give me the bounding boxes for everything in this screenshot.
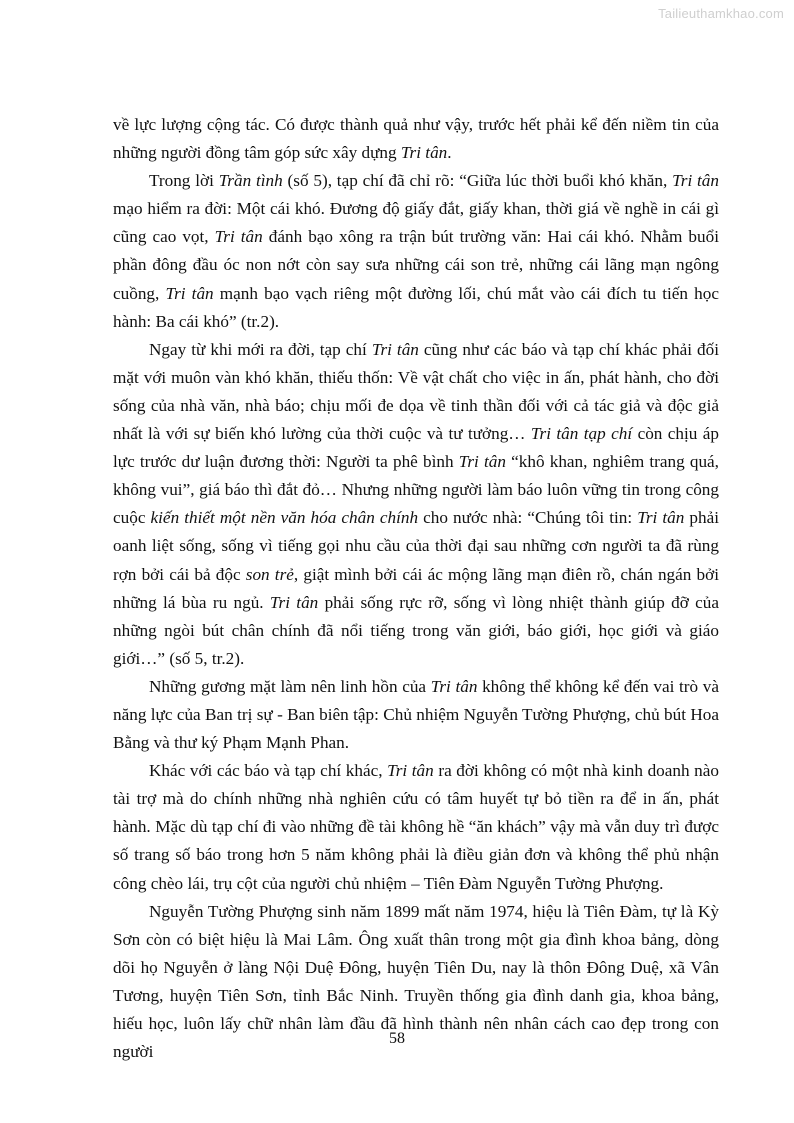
italic-run: Tri tân — [400, 143, 448, 163]
paragraph: Những gương mặt làm nên linh hồn của Tri tân không thể không kể đến vai trò và năng lực của Ban trị sự - Ban biên tập: Chủ nhiệm Nguyễn Tường Phượng, chủ bút Hoa Bằng và thư ký Phạm Mạnh Phan. — [113, 676, 719, 753]
paragraph: Trong lời Trần tình (số 5), tạp chí đã chỉ rõ: “Giữa lúc thời buổi khó khăn, Tri tân mạo hiểm ra đời: Một cái khó. Đương độ giấy đắt, giấy khan, thời giá về nghề in cái gì cũng cao vọt, Tri tân đánh bạo xông ra trận bút trường văn: Hai cái khó. Nhằm buổi phần đông đầu óc non nớt còn say sưa những cái son trẻ, những cái lãng mạn ngông cuồng, Tri tân mạnh bạo vạch riêng một đường lối, chú mắt vào cái đích tu tiến học hành: Ba cái khó” (tr.2). — [113, 171, 719, 331]
watermark: Tailieuthamkhao.com — [658, 6, 784, 21]
italic-run: Tri tân — [637, 508, 685, 528]
italic-run: Tri tân — [269, 592, 319, 612]
italic-run: son trẻ — [245, 564, 294, 584]
italic-run: Tri tân — [458, 452, 506, 472]
italic-run: Tri tân — [165, 283, 214, 303]
paragraph: Nguyễn Tường Phượng sinh năm 1899 mất năm 1974, hiệu là Tiên Đàm, tự là Kỳ Sơn còn có biệt hiệu là Mai Lâm. Ông xuất thân trong một gia đình khoa bảng, dòng dõi họ Nguyễn ở làng Nội Duệ Đông, huyện Tiên Du, nay là thôn Đông Duệ, xã Vân Tương, huyện Tiên Sơn, tỉnh Bắc Ninh. Truyền thống gia đình danh gia, khoa bảng, hiếu học, luôn lấy chữ nhân làm đầu đã hình thành nên nhân cách cao đẹp trong con người — [113, 901, 719, 1062]
italic-run: kiến thiết một nền văn hóa chân chính — [150, 508, 419, 528]
page-number: 58 — [389, 1030, 405, 1047]
page-body — [113, 111, 719, 1066]
paragraph: Ngay từ khi mới ra đời, tạp chí Tri tân cũng như các báo và tạp chí khác phải đối mặt với muôn vàn khó khăn, thiếu thốn: Về vật chất cho việc in ấn, phát hành, cho đời sống của nhà văn, nhà báo; chịu mối đe dọa về tinh thần đối với cả tác giả và độc giả nhất là với sự biến khó lường của thời cuộc và tư tưởng… Tri tân tạp chí còn chịu áp lực trước dư luận đương thời: Người ta phê bình Tri tân “khô khan, nghiêm trang quá, không vui”, giá báo thì đắt đỏ… Nhưng những người làm báo luôn vững tin trong công cuộc kiến thiết một nền văn hóa chân chính cho nước nhà: “Chúng tôi tin: Tri tân phải oanh liệt sống, sống vì tiếng gọi nhu cầu của thời đại sau những cơn người ta đã rùng rợn bởi cái bả độc son trẻ, giật mình bởi cái ác mộng lãng mạn điên rồ, chán ngán bởi những lá bùa ru ngủ. Tri tân phải sống rực rỡ, sống vì lòng nhiệt thành giúp đỡ của những ngòi bút chân chính đã nổi tiếng trong văn giới, báo giới, học giới và giáo giới…” (số 5, tr.2). — [113, 339, 720, 668]
italic-run: Tri tân tạp chí — [530, 424, 633, 444]
paragraph: Khác với các báo và tạp chí khác, Tri tân ra đời không có một nhà kinh doanh nào tài trợ mà do chính những nhà nghiên cứu có tâm huyết tự bỏ tiền ra để in ấn, phát hành. Mặc dù tạp chí đi vào những đề tài không hề “ăn khách” vậy mà vẫn duy trì được số trang số báo trong hơn 5 năm không phải là điều giản đơn và không thể phủ nhận công chèo lái, trụ cột của người chủ nhiệm – Tiên Đàm Nguyễn Tường Phượng. — [113, 761, 719, 893]
italic-run: Tri tân — [387, 761, 434, 781]
paragraph: về lực lượng cộng tác. Có được thành quả như vậy, trước hết phải kể đến niềm tin của những người đồng tâm góp sức xây dựng Tri tân. — [113, 115, 719, 163]
italic-run: Trần tình — [218, 171, 283, 191]
italic-run: Tri tân — [214, 227, 263, 247]
italic-run: Tri tân — [430, 676, 478, 696]
italic-run: Tri tân — [672, 171, 719, 191]
italic-run: Tri tân — [371, 339, 419, 359]
